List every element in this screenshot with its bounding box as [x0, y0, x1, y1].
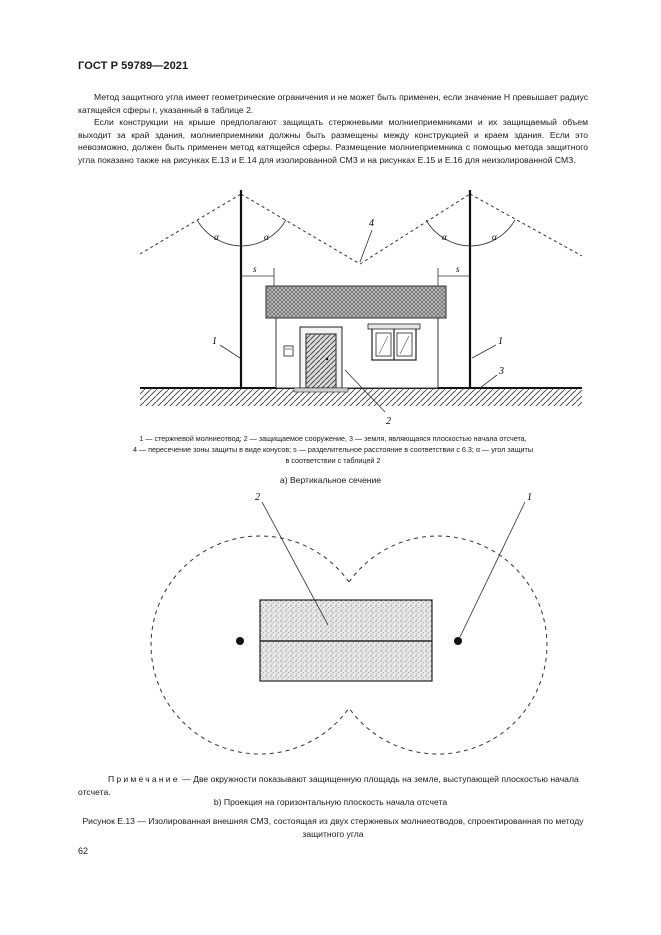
note	[78, 773, 588, 798]
ground	[140, 388, 582, 406]
label-1-plan: 1	[527, 492, 532, 503]
label-3: 3	[499, 366, 504, 377]
paragraph-2: Если конструкции на крыше предполагают защищать стержневыми молниеприемниками и их защищаемый объем выходит за край здания, молниеприемники должны быть размещены между конструкцией и краем здания. Если это невозможно, должен быть применен метод катящейся сферы. Размещение молниеприемника с помощью метода защитного угла показано также на рисунках Е.13 и Е.14 для изолированной СМЗ и на рисунках Е.15 и Е.16 для неизолированной СМЗ.	[78, 117, 588, 165]
label-2: 2	[386, 416, 391, 427]
separation-distance-right	[438, 268, 470, 288]
caption-a: а) Вертикальное сечение	[279, 475, 382, 485]
s-label-right: s	[456, 264, 460, 274]
protected-zone-circles	[151, 536, 547, 754]
paragraph-1: Метод защитного угла имеет геометрические ограничения и не может быть применен, если значение H превышает радиус катящейся сферы r, указанный в таблице 2.	[78, 92, 588, 115]
protected-building	[266, 286, 446, 392]
alpha-label: α	[264, 232, 269, 242]
alpha-label: α	[442, 232, 447, 242]
legend-line-2: 4 — пересечение зоны защиты в виде конусов; s — разделительное расстояние в соответствии с 6.3; α — угол защиты	[132, 445, 534, 454]
caption-b: b) Проекция на горизонтальную плоскость начала отсчета	[213, 797, 448, 807]
protection-cone-lines	[140, 194, 582, 264]
s-label-left: s	[253, 264, 257, 274]
protected-building-plan	[260, 600, 432, 681]
note-label: Примечание	[108, 774, 180, 784]
angle-arcs	[197, 220, 515, 246]
legend-line-3: в соответствии с таблицей 2	[285, 456, 381, 465]
figure-legend	[78, 433, 588, 466]
note-text: — Две окружности показывают защищенную площадь на земле, выступающей плоскостью начала отсчета.	[78, 774, 579, 797]
legend-line-1: 1 — стержневой молниеотвод; 2 — защищаемое сооружение, 3 — земля, являющаяся плоскостью начала отсчета,	[139, 434, 527, 443]
label-4: 4	[369, 218, 374, 229]
page-number: 62	[78, 846, 89, 856]
leader-lines-b	[262, 502, 525, 637]
alpha-label: α	[214, 232, 219, 242]
lightning-rod-right-plan	[454, 637, 462, 645]
lightning-rod-left-plan	[236, 637, 244, 645]
label-1-right: 1	[498, 336, 503, 347]
alpha-label: α	[492, 232, 497, 242]
document-header: ГОСТ Р 59789—2021	[78, 60, 189, 72]
label-2-plan: 2	[255, 492, 260, 503]
separation-distance-left	[241, 268, 274, 288]
figure-a-vertical-section	[0, 0, 661, 430]
label-1-left: 1	[212, 336, 217, 347]
figure-caption: Рисунок Е.13 — Изолированная внешняя СМЗ, состоящая из двух стержневых молниеотводов, спроектированная по методу защитного угла	[82, 816, 584, 839]
